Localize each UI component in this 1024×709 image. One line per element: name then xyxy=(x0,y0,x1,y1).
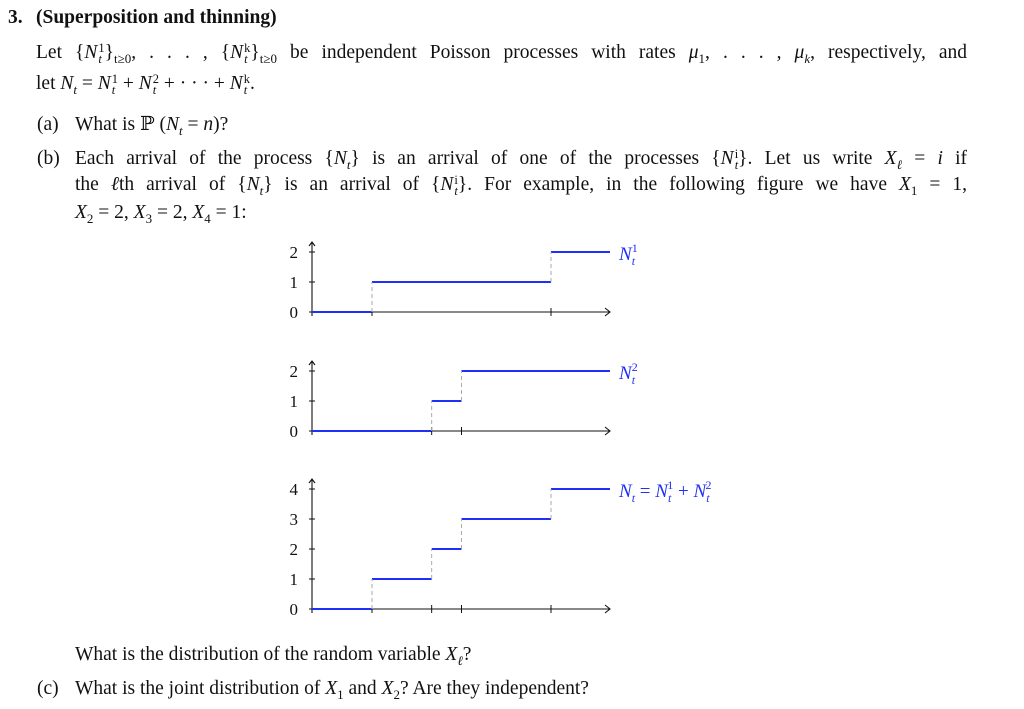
superscript: i xyxy=(454,172,458,187)
math-symbol xyxy=(382,676,400,708)
math-base: μ xyxy=(688,42,699,63)
subscript: t xyxy=(111,82,116,97)
y-tick-label: 0 xyxy=(289,303,298,322)
text-run: let xyxy=(36,73,61,94)
math-base: } xyxy=(250,42,260,63)
superscript: 2 xyxy=(631,360,638,374)
subscript: t xyxy=(243,82,248,97)
subscript: t xyxy=(706,491,710,505)
superscript: 2 xyxy=(705,478,712,492)
math-base: X xyxy=(884,148,897,169)
subscript: t xyxy=(98,51,102,66)
part-a-label: (a) xyxy=(37,114,59,135)
text-run: ? Are they independent? xyxy=(399,678,589,699)
equals-sign: = xyxy=(635,481,656,502)
math-base: ℓ xyxy=(110,174,119,195)
part-c-text xyxy=(75,676,589,702)
math-base: X xyxy=(445,644,458,665)
subscript: t xyxy=(259,183,264,198)
superscript: k xyxy=(244,40,251,55)
math-base: X xyxy=(75,202,87,223)
text-run: What is ℙ ( xyxy=(75,114,167,135)
subscript: 1 xyxy=(698,51,706,66)
part-c-label: (c) xyxy=(37,678,59,699)
y-tick-label: 2 xyxy=(289,540,298,559)
text-run: , . . . , xyxy=(705,42,795,63)
text-run: = xyxy=(902,148,938,169)
y-tick-label: 3 xyxy=(289,510,298,529)
text-run: = 2, xyxy=(152,202,193,223)
math-base: N xyxy=(440,174,454,195)
text-run: and xyxy=(343,678,382,699)
y-tick-label: 1 xyxy=(289,273,298,292)
subscript: t xyxy=(734,157,739,172)
math-base: N xyxy=(230,42,244,63)
text-run: . xyxy=(250,73,255,94)
text-run: + · · · + xyxy=(159,73,230,94)
math-base: N xyxy=(97,73,111,94)
math-base: X xyxy=(898,174,911,195)
text-run: }. Let us write xyxy=(738,148,885,169)
math-base: } xyxy=(104,42,115,63)
subscript: ℓ xyxy=(896,157,903,172)
text-run: + xyxy=(118,73,139,94)
process-label xyxy=(618,478,712,505)
subscript: t xyxy=(346,157,351,172)
subscript: t≥0 xyxy=(114,51,132,66)
subscript: t xyxy=(631,254,636,268)
y-tick-label: 0 xyxy=(289,600,298,619)
superscript: 2 xyxy=(152,71,160,86)
math-base: N xyxy=(138,73,152,94)
math-base: N xyxy=(619,363,632,384)
y-tick-label: 1 xyxy=(289,570,298,589)
superscript: 1 xyxy=(111,71,119,86)
text-run: = 2, xyxy=(93,202,134,223)
text-run: What is the distribution of the random variable xyxy=(75,644,446,665)
superscript: k xyxy=(243,71,251,86)
subscript: 3 xyxy=(145,211,153,226)
plus-sign: + xyxy=(673,481,694,502)
text-run: )? xyxy=(213,114,229,135)
text-run: , . . . , { xyxy=(131,42,231,63)
process-label xyxy=(618,241,638,268)
math-base: X xyxy=(192,202,205,223)
subscript: 4 xyxy=(204,211,211,226)
text-run: = xyxy=(182,114,204,135)
subscript: 2 xyxy=(86,211,94,226)
part-b-question xyxy=(75,642,471,668)
text-run: }. For example, in the following figure we have xyxy=(457,174,899,195)
text-run: the xyxy=(75,174,111,195)
text-run: Let { xyxy=(36,42,85,63)
math-base: N xyxy=(229,73,243,94)
math-base: N xyxy=(619,481,632,502)
math-base: N xyxy=(333,148,347,169)
math-symbol xyxy=(325,676,343,708)
y-tick-label: 2 xyxy=(289,362,298,381)
text-run: , respectively, and xyxy=(810,42,967,63)
y-tick-label: 1 xyxy=(289,392,298,411)
subscript: 2 xyxy=(393,687,400,702)
math-base: N xyxy=(619,244,632,265)
text-run: What is the joint distribution of xyxy=(75,678,326,699)
superscript: 1 xyxy=(98,40,105,55)
subscript: t xyxy=(631,373,636,387)
math-base: N xyxy=(166,114,180,135)
subscript: 1 xyxy=(337,687,344,702)
math-base: N xyxy=(693,481,707,502)
math-base: N xyxy=(246,174,260,195)
text-run: be independent Poisson processes with rates xyxy=(277,42,689,63)
subscript: 1 xyxy=(910,183,918,198)
y-tick-label: 2 xyxy=(289,243,298,262)
y-tick-label: 4 xyxy=(289,480,298,499)
subscript: t xyxy=(152,82,157,97)
text-run: th arrival of { xyxy=(118,174,247,195)
subscript: t≥0 xyxy=(259,51,277,66)
superscript: i xyxy=(734,146,739,161)
y-tick-label: 0 xyxy=(289,422,298,441)
part-b-label: (b) xyxy=(37,148,60,169)
subscript: t xyxy=(631,491,636,505)
plot-Nt xyxy=(290,478,712,619)
text-run: = 1, xyxy=(917,174,967,195)
text-run: = 1: xyxy=(210,202,247,223)
text-run: if xyxy=(942,148,967,169)
text-run: ? xyxy=(462,644,472,665)
superscript: 1 xyxy=(631,241,638,255)
plot-N1 xyxy=(290,241,638,322)
text-run: } is an arrival of one of the processes { xyxy=(350,148,721,169)
math-base: i xyxy=(937,148,943,169)
plot-N2 xyxy=(290,360,638,441)
subscript: ℓ xyxy=(457,653,463,668)
subscript: t xyxy=(179,123,183,138)
math-base: X xyxy=(381,678,394,699)
text-run: Each arrival of the process { xyxy=(75,148,334,169)
subscript: t xyxy=(667,491,672,505)
math-base: N xyxy=(84,42,98,63)
problem-number: 3. xyxy=(8,7,23,28)
math-base: N xyxy=(60,73,74,94)
text-run: } is an arrival of { xyxy=(263,174,441,195)
math-base: X xyxy=(133,202,146,223)
math-base: N xyxy=(655,481,668,502)
subscript: t xyxy=(73,82,78,97)
subscript: t xyxy=(244,51,248,66)
process-label xyxy=(618,360,638,387)
text-run: = xyxy=(77,73,98,94)
subscript: k xyxy=(804,51,811,66)
math-base: n xyxy=(203,114,214,135)
math-symbol xyxy=(445,642,462,674)
math-base: N xyxy=(720,148,734,169)
problem-title: (Superposition and thinning) xyxy=(36,7,277,28)
math-base: X xyxy=(325,678,338,699)
subscript: t xyxy=(454,183,458,198)
superscript: 1 xyxy=(667,478,674,492)
math-base: μ xyxy=(794,42,805,63)
